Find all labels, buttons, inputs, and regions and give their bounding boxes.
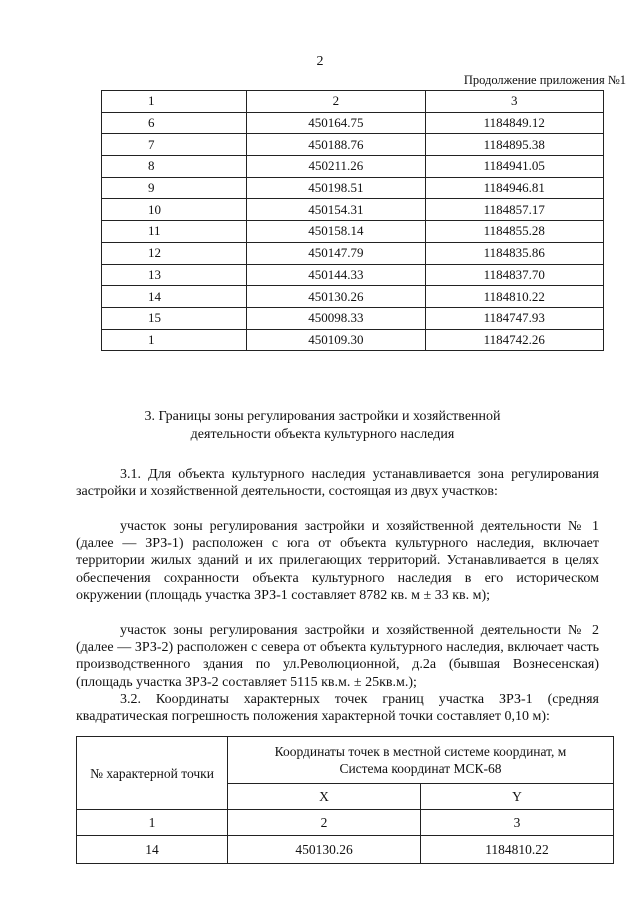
table-cell: 8 <box>102 156 247 178</box>
table-cell: 15 <box>102 307 247 329</box>
section-heading <box>60 408 585 444</box>
table-number-row <box>77 810 614 836</box>
table-cell: 1184857.17 <box>425 199 603 221</box>
table-row <box>102 264 604 286</box>
table-cell: 450154.31 <box>247 199 425 221</box>
coordinates-header-line-2: Система координат МСК-68 <box>339 761 502 776</box>
table-row <box>102 221 604 243</box>
table-cell: 450109.30 <box>247 329 425 351</box>
table-cell: 450211.26 <box>247 156 425 178</box>
table-row <box>102 286 604 308</box>
table-row <box>77 836 614 864</box>
table-cell: 450147.79 <box>247 242 425 264</box>
table-cell: 450144.33 <box>247 264 425 286</box>
table-cell: 1 <box>77 810 228 836</box>
section-heading-line-2: деятельности объекта культурного наследия <box>190 427 455 442</box>
table-cell: 1 <box>102 329 247 351</box>
point-number-header: № характерной точки <box>77 737 228 810</box>
table-header-row <box>102 91 604 113</box>
table-cell: 1184895.38 <box>425 134 603 156</box>
table-cell: 1184849.12 <box>425 112 603 134</box>
table-cell: 3 <box>425 91 603 113</box>
coordinates-header-line-1: Координаты точек в местной системе координат, м <box>274 744 567 759</box>
page-number: 2 <box>316 54 324 69</box>
paragraph-3-2: 3.2. Координаты характерных точек границ участка ЗРЗ-1 (средняя квадратическая погрешность положения характерной точки составляет 0,10 м): <box>76 692 599 725</box>
table-header-row <box>77 737 614 784</box>
table-cell: 7 <box>102 134 247 156</box>
table-cell: 1184835.86 <box>425 242 603 264</box>
table-cell: 450164.75 <box>247 112 425 134</box>
table-cell: 9 <box>102 177 247 199</box>
continuation-note: Продолжение приложения №1 <box>463 73 626 87</box>
paragraph-3-1: 3.1. Для объекта культурного наследия устанавливается зона регулирования застройки и хозяйственной деятельности, состоящая из двух участков: <box>76 467 599 500</box>
table-row <box>102 329 604 351</box>
coordinates-header <box>228 737 614 784</box>
table-cell: 1184941.05 <box>425 156 603 178</box>
paragraph-zrz-2: участок зоны регулирования застройки и хозяйственной деятельности № 2 (далее — ЗРЗ-2) расположен с севера от объекта культурного наследия, включает часть производственного здания по ул.Революционной, д.2а (бывшая Вознесенская) (площадь участка ЗРЗ-2 составляет 5115 кв.м. ± 25кв.м.); <box>76 623 599 690</box>
x-header: X <box>228 784 421 810</box>
table-row <box>102 307 604 329</box>
table-cell: 450158.14 <box>247 221 425 243</box>
table-cell: 10 <box>102 199 247 221</box>
paragraph-zrz-1: участок зоны регулирования застройки и хозяйственной деятельности № 1 (далее — ЗРЗ-1) расположен с юга от объекта культурного наследия, включает территории жилых зданий и их прилегающих территорий. Устанавливается в целях обеспечения сохранности объекта культурного наследия в его историческом окружении (площадь участка ЗРЗ-1 составляет 8782 кв. м ± 33 кв. м); <box>76 519 599 603</box>
table-row <box>102 177 604 199</box>
table-cell: 450130.26 <box>247 286 425 308</box>
table-cell: 14 <box>77 836 228 864</box>
table-cell: 11 <box>102 221 247 243</box>
table-cell: 450130.26 <box>228 836 421 864</box>
table-cell: 12 <box>102 242 247 264</box>
table-cell: 1184946.81 <box>425 177 603 199</box>
table-cell: 450188.76 <box>247 134 425 156</box>
table-cell: 450098.33 <box>247 307 425 329</box>
table-row <box>102 242 604 264</box>
table-cell: 2 <box>228 810 421 836</box>
table-cell: 1184837.70 <box>425 264 603 286</box>
table-cell: 1 <box>102 91 247 113</box>
table-cell: 1184855.28 <box>425 221 603 243</box>
table-cell: 1184742.26 <box>425 329 603 351</box>
coordinates-table-1 <box>101 90 604 351</box>
table-row <box>102 112 604 134</box>
section-heading-line-1: 3. Границы зоны регулирования застройки и хозяйственной <box>144 409 501 424</box>
y-header: Y <box>421 784 614 810</box>
coordinates-table-2 <box>76 736 614 864</box>
table-cell: 1184810.22 <box>421 836 614 864</box>
table-row <box>102 199 604 221</box>
table-cell: 1184810.22 <box>425 286 603 308</box>
table-row <box>102 156 604 178</box>
table-cell: 14 <box>102 286 247 308</box>
table-cell: 13 <box>102 264 247 286</box>
table-row <box>102 134 604 156</box>
table-cell: 450198.51 <box>247 177 425 199</box>
table-cell: 1184747.93 <box>425 307 603 329</box>
table-cell: 6 <box>102 112 247 134</box>
table-cell: 2 <box>247 91 425 113</box>
table-cell: 3 <box>421 810 614 836</box>
